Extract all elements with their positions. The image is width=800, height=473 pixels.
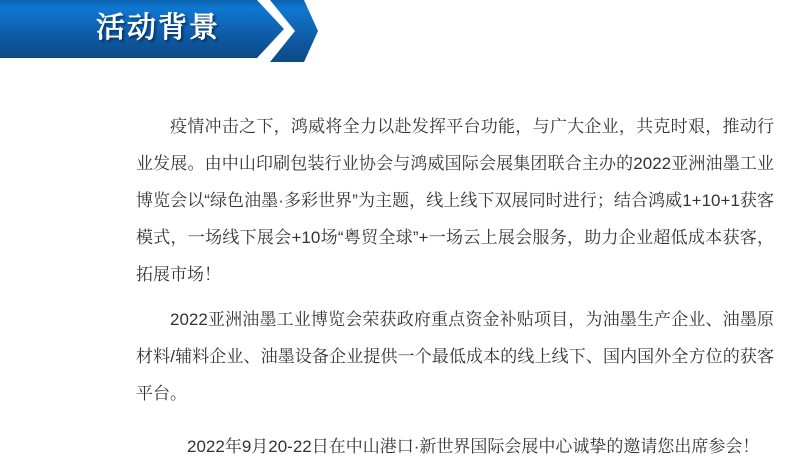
paragraph-subsidy: 2022亚洲油墨工业博览会荣获政府重点资金补贴项目，为油墨生产企业、油墨原材料/辅料企业、油墨设备企业提供一个最低成本的线上线下、国内国外全方位的获客平台。	[136, 310, 774, 403]
section-banner	[0, 0, 330, 64]
paragraph-invitation: 2022年9月20-22日在中山港口·新世界国际会展中心诚挚的邀请您出席参会！	[187, 437, 760, 456]
content-area	[0, 58, 800, 473]
paragraph-intro: 疫情冲击之下，鸿威将全力以赴发挥平台功能，与广大企业，共克时艰，推动行业发展。由中山印刷包装行业协会与鸿威国际会展集团联合主办的2022亚洲油墨工业博览会以“绿色油墨·多彩世界”为主题，线上线下双展同时进行；结合鸿威1+10+1获客模式，一场线下展会+10场“粤贸全球”+一场云上展会服务，助力企业超低成本获客，拓展市场！	[136, 117, 774, 284]
banner-title: 活动背景	[96, 12, 221, 44]
